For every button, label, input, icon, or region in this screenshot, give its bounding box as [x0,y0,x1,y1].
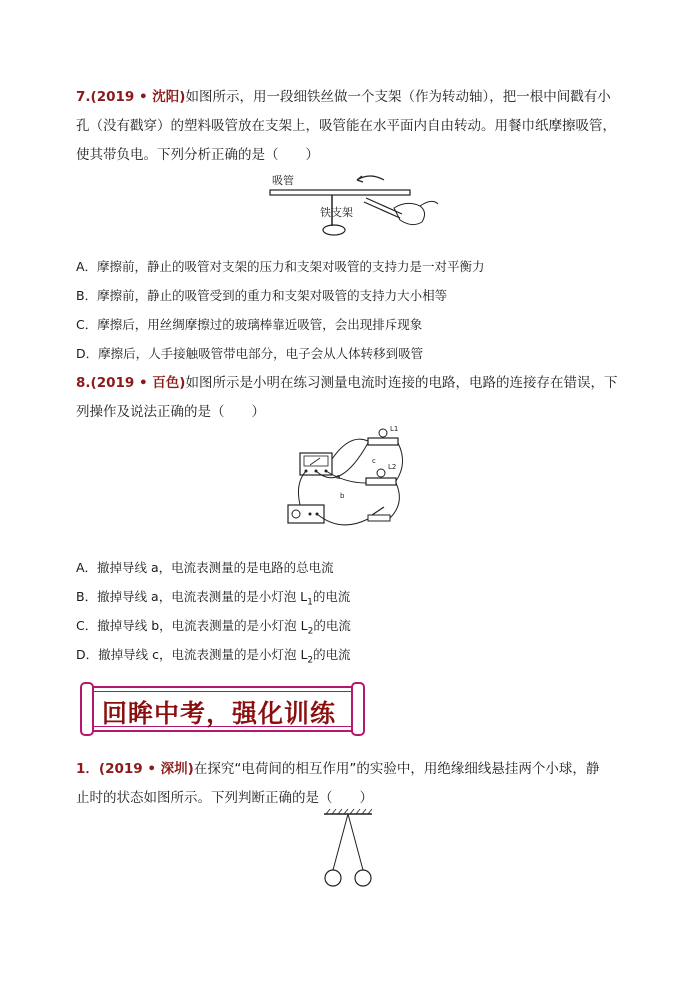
banner-frame [86,686,360,732]
power-supply-icon [288,505,324,523]
q8-option-d-suffix: 的电流 [313,647,351,662]
lamp-l1-label: L1 [390,425,399,433]
q8-option-a [76,559,334,577]
q8-option-d-text: D．撤掉导线 c，电流表测量的是小灯泡 L [76,647,308,662]
q1-number: 1． [76,761,99,777]
ball-right [355,870,371,886]
thread-right [348,814,363,870]
wire [298,471,306,505]
q8-circuit-figure [280,423,410,538]
q8-option-c-suffix: 的电流 [313,618,351,633]
q8-option-b-text: B．撤掉导线 a，电流表测量的是小灯泡 L [76,589,308,604]
wire [317,514,368,525]
q7-option-b: B．摩擦前，静止的吸管受到的重力和支架对吸管的支持力大小相等 [76,288,448,303]
switch-base [368,515,390,521]
q1-text-1: 在探究“电荷间的相互作用”的实验中，用绝缘细线悬挂两个小球，静 [193,761,600,777]
q8-line-2: 列操作及说法正确的是（ ） [76,404,265,420]
q8-option-c-text: C．撤掉导线 b，电流表测量的是小灯泡 L [76,618,308,633]
wire-a-label: a [336,473,341,481]
wire-c-label: c [372,457,376,465]
wire [390,483,399,518]
q8-source: (2019 • 百色) [90,375,186,391]
q8-option-b-suffix: 的电流 [312,589,351,604]
q8-option-a-text: A．撤掉导线 a，电流表测量的是电路的总电流 [76,560,334,575]
hand-icon [394,203,425,224]
q1-line-2: 止时的状态如图所示。下列判断正确的是（ ） [76,790,373,806]
q8-line-1 [76,374,617,392]
ball-left [325,870,341,886]
banner-scroll-right [351,682,365,736]
q7-text-1: 如图所示，用一段细铁丝做一个支架（作为转动轴），把一根中间戳有小 [185,89,611,105]
lamp-l1-bulb-icon [379,429,387,437]
banner-scroll-left [80,682,94,736]
q7-stand-label: 铁支架 [320,206,353,219]
q8-text-1: 如图所示是小明在练习测量电流时连接的电路，电路的连接存在错误，下 [185,375,618,391]
q1-source: (2019 • 深圳) [98,761,194,777]
q7-number: 7. [76,89,91,105]
q8-option-b-sub: 1 [307,597,313,608]
q7-option-d: D．摩擦后，人手接触吸管带电部分，电子会从人体转移到吸管 [76,346,424,361]
power-terminal [309,513,312,516]
q8-option-b [76,588,350,612]
q8-option-d-sub: 2 [307,655,314,666]
q7-source: (2019 • 沈阳) [90,89,186,105]
lamp-l2-bulb-icon [377,469,385,477]
wire [332,439,368,459]
straw [270,190,410,195]
q8-option-c [76,617,351,641]
wire-b-label: b [340,492,345,500]
q7-line-3: 使其带负电。下列分析正确的是（ ） [76,147,319,163]
lamp-l2-base [366,478,396,485]
wire-c [396,443,403,481]
q8-option-c-sub: 2 [307,626,314,637]
q7-straw-figure [262,168,442,244]
banner-title: 回眸中考，强化训练 [102,699,337,728]
thread-left [333,814,348,870]
q7-option-a: A．摩擦前，静止的吸管对支架的压力和支架对吸管的支持力是一对平衡力 [76,259,485,274]
lamp-l1-base [368,438,398,445]
q1-line-1 [76,760,599,778]
lamp-l2-label: L2 [388,463,397,471]
q7-line-2: 孔（没有戳穿）的塑料吸管放在支架上，吸管能在水平面内自由转动。用餐巾纸摩擦吸管， [76,118,616,134]
switch-lever-icon [372,507,384,515]
hand-cuff [420,201,438,206]
q7-straw-label: 吸管 [272,174,294,187]
q8-number: 8. [76,375,91,391]
section-banner [80,682,365,734]
q7-option-c: C．摩擦后，用丝绸摩擦过的玻璃棒靠近吸管，会出现排斥现象 [76,317,423,332]
q8-option-d [76,646,351,670]
q7-line-1 [76,88,611,106]
stand-base [323,225,345,235]
q1-pendulum-figure [316,808,380,890]
